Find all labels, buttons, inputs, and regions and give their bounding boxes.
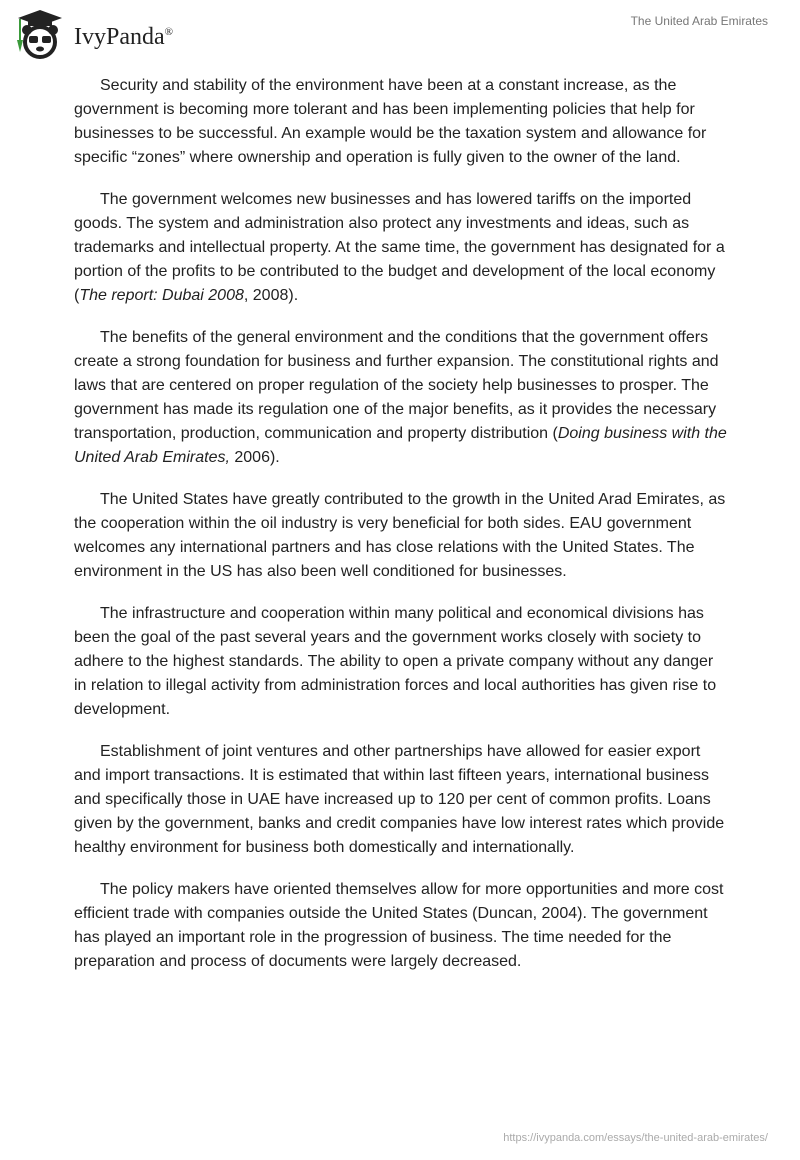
brand-text: IvyPanda (74, 23, 165, 50)
paragraph (74, 188, 730, 308)
paragraph-text: , 2008). (243, 287, 299, 304)
citation-title: The report: Dubai 2008 (79, 287, 244, 304)
registered-mark: ® (164, 25, 174, 38)
source-url[interactable]: https://ivypanda.com/essays/the-united-arab-emirates/ (503, 1132, 768, 1144)
paragraph-text: The United States have greatly contributed to the growth in the United Arad Emirates, as the cooperation within the oil industry is very beneficial for both sides. EAU government welcomes any international partners and has close relations with the United States. The environment in the US has also been well conditioned for businesses. (74, 491, 726, 580)
brand-name (74, 24, 173, 51)
paragraph (74, 488, 730, 584)
paragraph-text: 2006). (229, 449, 280, 466)
paragraph-text: The government welcomes new businesses and has lowered tariffs on the imported goods. The system and administration also protect any investments and ideas, such as trademarks and intellectual property. At the same time, the government has designated for a portion of the profits to be contributed to the budget and development of the local economy ( (74, 191, 725, 304)
essay-body (74, 74, 730, 992)
panda-graduate-icon (12, 8, 68, 60)
paragraph (74, 326, 730, 470)
ivypanda-logo[interactable] (12, 8, 173, 60)
paragraph-text: Establishment of joint ventures and other partnerships have allowed for easier export and import transactions. It is estimated that within last fifteen years, international business and specifically those in UAE have increased up to 120 per cent of common profits. Loans given by the government, banks and credit companies have low interest rates which provide healthy environment for business both domestically and internationally. (74, 743, 725, 856)
paragraph-text: The benefits of the general environment and the conditions that the government offers create a strong foundation for business and further expansion. The constitutional rights and laws that are centered on proper regulation of the society help businesses to prosper. The government has made its regulation one of the major benefits, as it provides the necessary transportation, production, communication and property distribution ( (74, 329, 719, 442)
paragraph (74, 602, 730, 722)
paragraph-text: Security and stability of the environment have been at a constant increase, as the government is becoming more tolerant and has been implementing policies that help for businesses to be successful. An example would be the taxation system and allowance for specific “zones” where ownership and operation is fully given to the owner of the land. (74, 77, 707, 166)
citation-title: Doing business with the United Arab Emirates, (74, 425, 727, 466)
paragraph (74, 74, 730, 170)
paragraph-text: The infrastructure and cooperation within many political and economical divisions has been the goal of the past several years and the government works closely with society to adhere to the highest standards. The ability to open a private company without any danger in relation to illegal activity from administration forces and local authorities has given rise to development. (74, 605, 717, 718)
paragraph (74, 740, 730, 860)
document-title: The United Arab Emirates (630, 14, 768, 28)
paragraph (74, 878, 730, 974)
paragraph-text: The policy makers have oriented themselves allow for more opportunities and more cost efficient trade with companies outside the United States (Duncan, 2004). The government has played an important role in the progression of business. The time needed for the preparation and process of documents were largely decreased. (74, 881, 724, 970)
